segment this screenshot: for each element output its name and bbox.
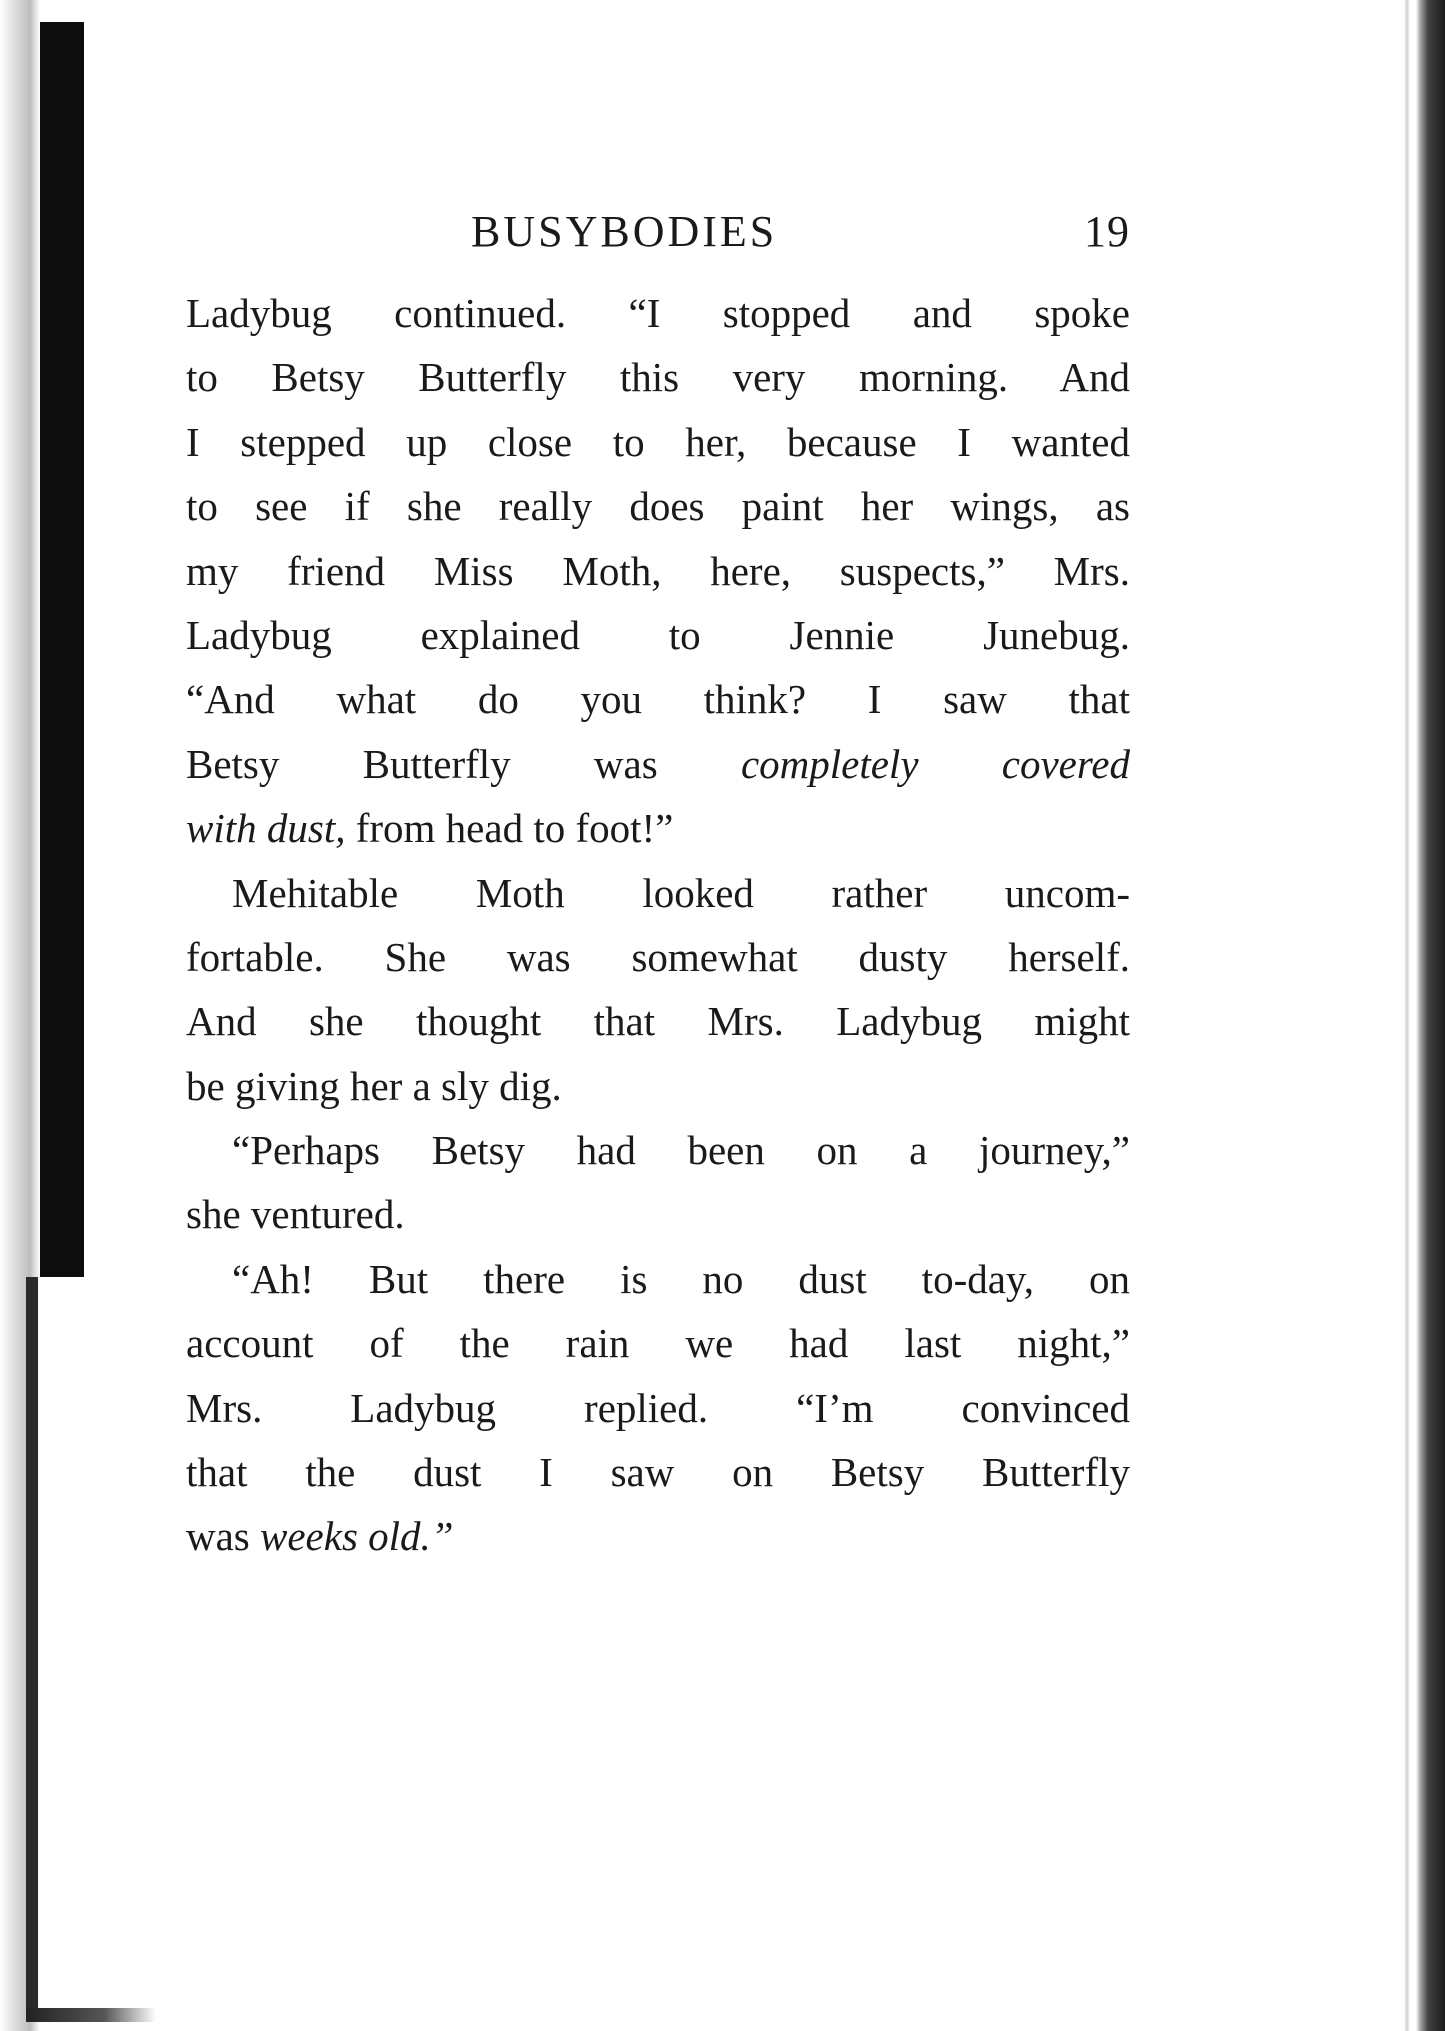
italic-span: with dust, xyxy=(186,805,346,852)
text-line: my friend Miss Moth, here, suspects,” Mrs. xyxy=(186,547,1130,594)
book-spine-shadow-lower xyxy=(26,1277,38,2022)
book-page xyxy=(186,200,1130,1569)
italic-span: weeks old.” xyxy=(260,1513,454,1560)
text-line: Ladybug explained to Jennie Junebug. xyxy=(186,611,1130,658)
scan-bottom-edge xyxy=(26,2008,156,2022)
text-span: was xyxy=(186,1513,261,1560)
text-line: Mehitable Moth looked rather uncom- xyxy=(232,869,1130,916)
text-line xyxy=(186,1504,1130,1568)
running-head-title: BUSYBODIES xyxy=(471,207,778,256)
text-span: from head to foot!” xyxy=(345,805,674,852)
italic-span: completely covered xyxy=(740,740,1130,787)
text-line: to see if she really does paint her wings, as xyxy=(186,483,1130,530)
text-line: that the dust I saw on Betsy Butterfly xyxy=(186,1449,1130,1496)
text-line: “And what do you think? I saw that xyxy=(186,676,1130,723)
text-line: fortable. She was somewhat dusty herself. xyxy=(186,933,1130,980)
text-line: And she thought that Mrs. Ladybug might xyxy=(186,998,1130,1045)
text-line: account of the rain we had last night,” xyxy=(186,1320,1130,1367)
text-line xyxy=(186,732,1130,796)
scan-right-edge xyxy=(1404,0,1445,2031)
page-number: 19 xyxy=(1084,207,1130,256)
text-line xyxy=(186,796,1130,860)
text-line: Ladybug continued. “I stopped and spoke xyxy=(186,290,1130,336)
body-text xyxy=(186,281,1130,1569)
text-line: “Perhaps Betsy had been on a journey,” xyxy=(232,1127,1130,1174)
running-head xyxy=(186,200,1130,260)
text-line: I stepped up close to her, because I wanted xyxy=(186,418,1130,465)
text-span: Betsy Butterfly was xyxy=(186,740,741,787)
text-line: to Betsy Butterfly this very morning. And xyxy=(186,354,1130,401)
book-spine-shadow xyxy=(40,22,84,1277)
text-line: she ventured. xyxy=(186,1191,405,1238)
text-line: be giving her a sly dig. xyxy=(186,1062,562,1109)
text-line: Mrs. Ladybug replied. “I’m convinced xyxy=(186,1384,1130,1431)
text-line: “Ah! But there is no dust to-day, on xyxy=(232,1255,1130,1302)
